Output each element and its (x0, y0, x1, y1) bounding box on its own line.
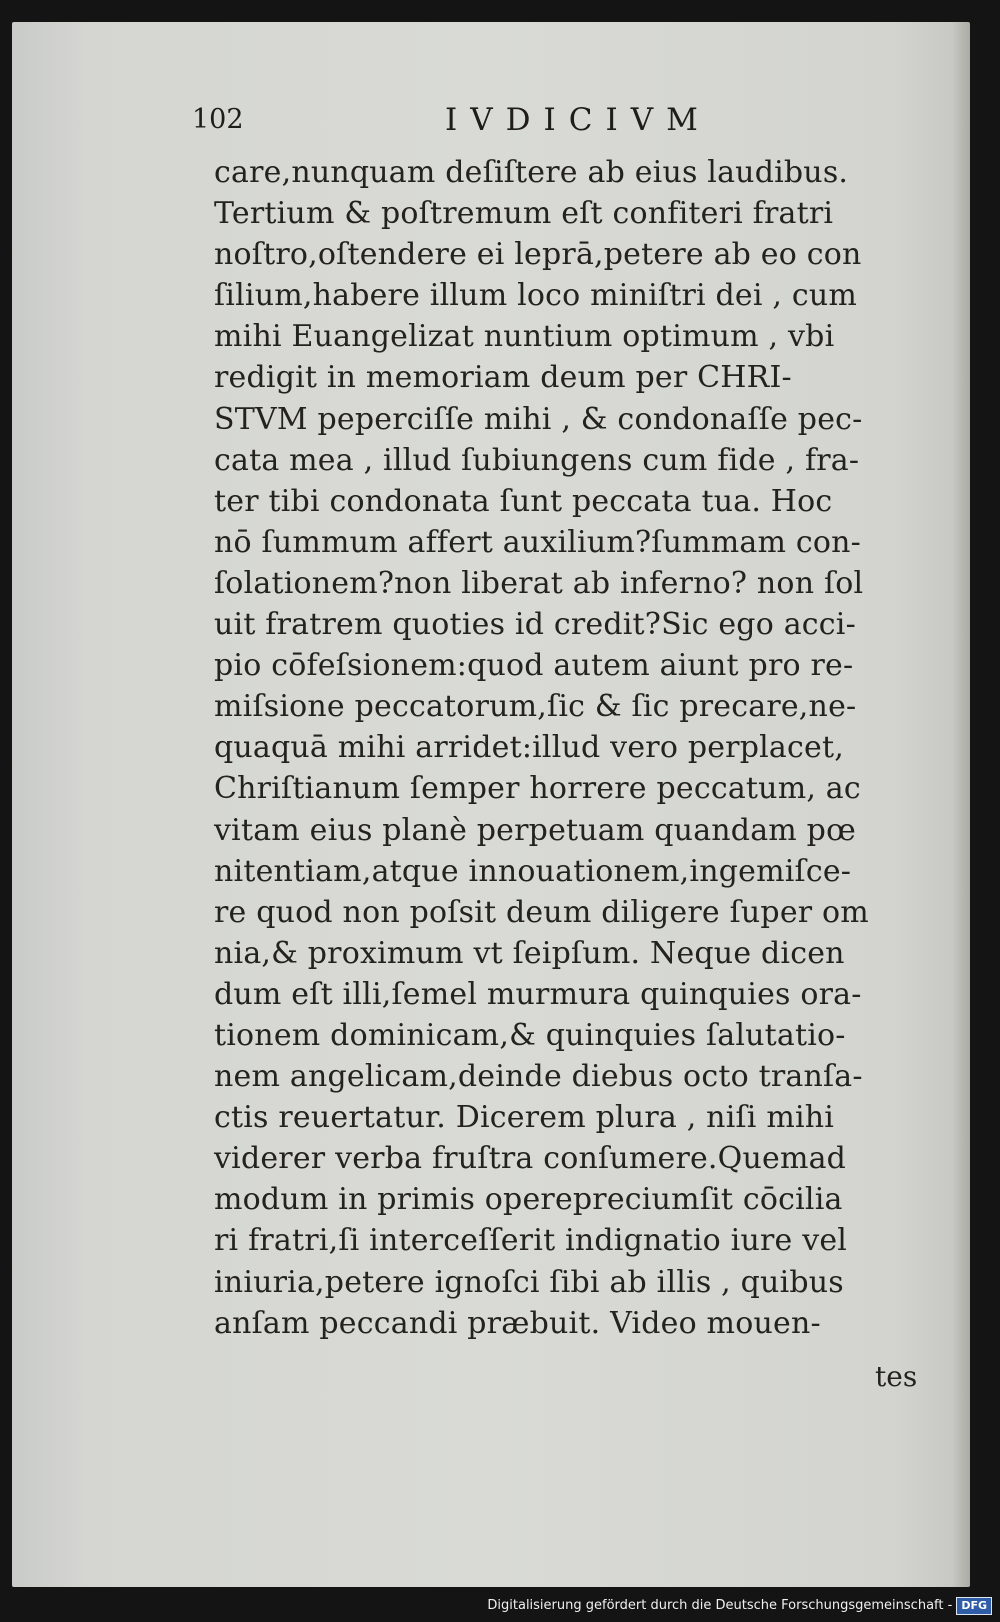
text-line: modum in primis operepreciumſit cōcilia (214, 1182, 843, 1218)
text-line: uit fratrem quoties id credit?Sic ego acci- (214, 607, 856, 643)
text-line: mihi Euangelizat nuntium optimum , vbi (214, 319, 835, 355)
text-line: pio cōfeſsionem:quod autem aiunt pro re- (214, 648, 854, 684)
text-line: vitam eius planè perpetuam quandam pœ (214, 812, 856, 848)
running-title: IVDICIVM (445, 102, 711, 138)
text-line: dum eſt illi,ſemel murmura quinquies ora- (214, 976, 862, 1012)
text-line: Tertium & poſtremum eſt confiteri fratri (214, 196, 834, 232)
text-line: cata mea , illud ſubiungens cum fide , fra- (214, 442, 860, 478)
text-line: ter tibi condonata ſunt peccata tua. Hoc (214, 483, 833, 519)
text-line: tionem dominicam,& quinquies ſalutatio- (214, 1017, 846, 1053)
text-line: nitentiam,atque innouationem,ingemiſce- (214, 853, 852, 889)
digitization-credit (487, 1592, 992, 1620)
text-line: nem angelicam,deinde diebus octo tranſa- (214, 1059, 863, 1095)
text-line: redigit in memoriam deum per CHRI- (214, 360, 792, 396)
text-line: viderer verba fruſtra conſumere.Quemad (214, 1141, 847, 1177)
book-page (12, 22, 970, 1587)
text-line: nō ſummum affert auxilium?ſummam con- (214, 524, 861, 560)
text-line: ſilium,habere illum loco miniſtri dei , cum (214, 278, 858, 314)
text-line: ri fratri,ſi interceſſerit indignatio iure vel (214, 1223, 848, 1259)
page-number: 102 (192, 104, 244, 135)
text-line: ctis reuertatur. Dicerem plura , niſi mihi (214, 1100, 835, 1136)
text-line: care,nunquam deſiſtere ab eius laudibus. (214, 155, 849, 190)
text-line: STVM peperciſſe mihi , & condonaſſe pec- (214, 401, 863, 437)
catchword: tes (875, 1360, 918, 1393)
text-line: anſam peccandi præbuit. Video mouen- (214, 1305, 821, 1341)
text-line: Chriſtianum ſemper horrere peccatum, ac (214, 771, 861, 807)
text-line: quaquā mihi arridet:illud vero perplacet, (214, 730, 844, 766)
dfg-logo: DFG (956, 1597, 992, 1615)
body-text (214, 152, 934, 1344)
text-line: miſsione peccatorum,ſic & ſic precare,ne- (214, 689, 857, 725)
text-line: re quod non poſsit deum diligere ſuper om (214, 894, 869, 930)
credit-text: Digitalisierung gefördert durch die Deutsche Forschungsgemeinschaft - (487, 1598, 953, 1613)
text-line: noſtro,oſtendere ei leprā,petere ab eo con (214, 237, 862, 273)
page-edge-shadow (952, 22, 970, 1587)
text-line: iniuria,petere ignoſci ſibi ab illis , quibus (214, 1264, 844, 1300)
text-line: nia,& proximum vt ſeipſum. Neque dicen (214, 935, 845, 971)
text-line: ſolationem?non liberat ab inferno? non ſol (214, 565, 864, 601)
